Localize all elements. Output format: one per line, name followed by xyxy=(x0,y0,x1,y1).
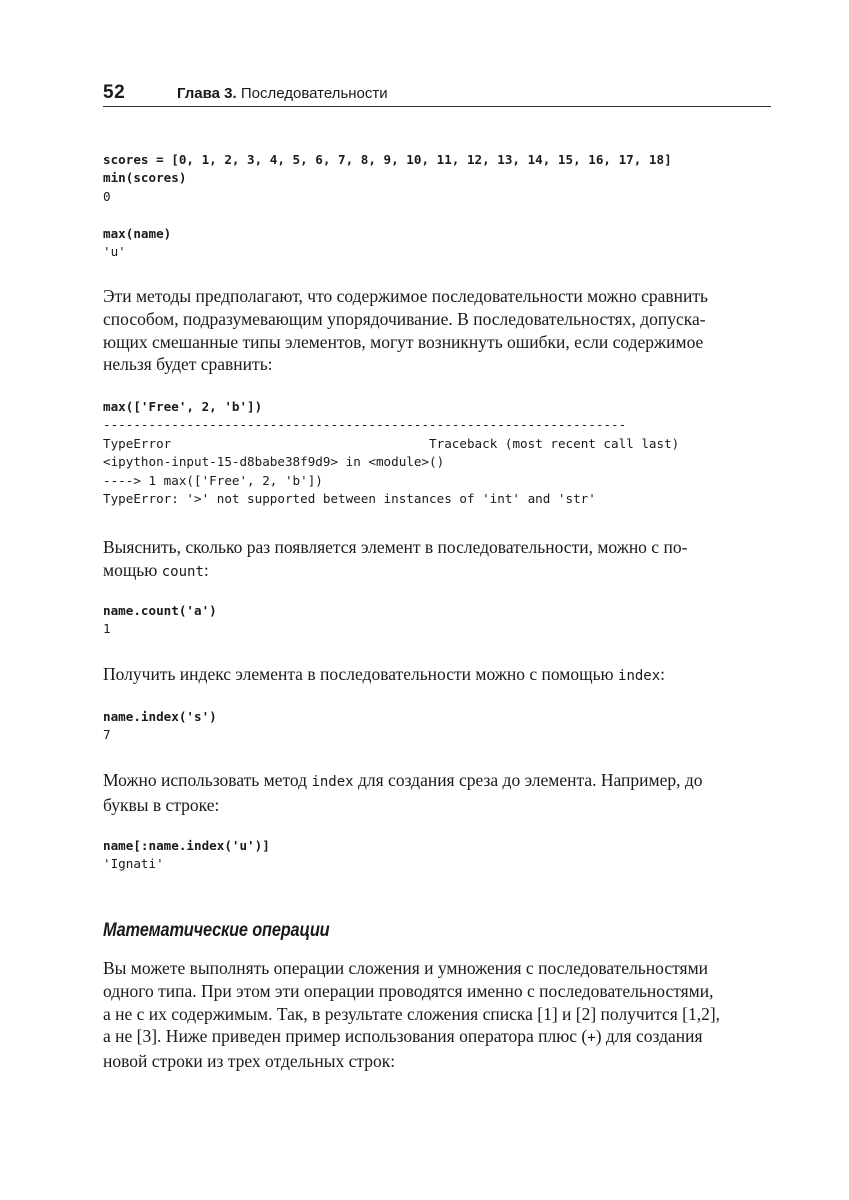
code-line: max(['Free', 2, 'b']) xyxy=(103,399,263,414)
text-line: новой строки из трех отдельных строк: xyxy=(103,1051,396,1072)
code-output: 1 xyxy=(103,621,111,637)
page-number: 52 xyxy=(103,82,126,103)
code-output: 0 xyxy=(103,188,111,204)
text-line xyxy=(103,1025,771,1050)
text-line xyxy=(103,663,771,688)
paragraph-slice xyxy=(103,769,771,817)
inline-code: index xyxy=(311,774,354,790)
text-line xyxy=(103,559,771,584)
text-line: Вы можете выполнять операции сложения и умножения с последовательностями xyxy=(103,958,709,978)
text-line: нельзя будет сравнить: xyxy=(103,354,273,375)
paragraph-count xyxy=(103,536,771,584)
code-line: min(scores) xyxy=(103,170,187,186)
page-header xyxy=(103,80,771,107)
text-span: Можно использовать метод xyxy=(103,770,312,790)
code-line: name.count('a') xyxy=(103,603,217,618)
paragraph-operations xyxy=(103,957,771,1073)
code-block-count xyxy=(103,602,771,639)
text-line xyxy=(103,769,771,794)
text-line: Эти методы предполагают, что содержимое последовательности можно сравнить xyxy=(103,286,709,306)
code-output: TypeError xyxy=(103,435,172,451)
paragraph-compare xyxy=(103,285,771,376)
code-output: Traceback (most recent call last) xyxy=(429,435,680,451)
code-output: --------------------------------------------------------------------- xyxy=(103,417,627,433)
text-line: буквы в строке: xyxy=(103,794,220,815)
text-span: : xyxy=(660,664,666,684)
code-block-index xyxy=(103,708,771,745)
code-line: max(name) xyxy=(103,225,172,241)
code-block-type-error xyxy=(103,398,771,508)
code-line: scores = [0, 1, 2, 3, 4, 5, 6, 7, 8, 9, 10, 11, 12, 13, 14, 15, 16, 17, 18] xyxy=(103,152,672,167)
text-span: : xyxy=(203,559,209,580)
section-heading: Математические операции xyxy=(103,920,330,941)
text-line: Выяснить, сколько раз появляется элемент в последовательности, можно с по- xyxy=(103,537,688,557)
text-span: ) для создания xyxy=(595,1026,703,1047)
paragraph-index xyxy=(103,663,771,688)
code-line: name[:name.index('u')] xyxy=(103,838,270,853)
code-output: TypeError: '>' not supported between instances of 'int' and 'str' xyxy=(103,491,596,507)
code-output: ----> 1 max(['Free', 2, 'b']) xyxy=(103,472,323,488)
code-output: 'Ignati' xyxy=(103,856,164,872)
text-span: Получить индекс элемента в последовательности можно с помощью xyxy=(103,664,619,684)
text-line: а не с их содержимым. Так, в результате сложения списка [1] и [2] получится [1,2], xyxy=(103,1003,721,1024)
chapter-label: Глава 3. xyxy=(177,85,237,102)
code-block-slice xyxy=(103,837,771,874)
code-block-min-max xyxy=(103,151,771,261)
text-span: для создания среза до элемента. Например, до xyxy=(353,770,703,790)
chapter-heading xyxy=(177,85,388,102)
inline-code: + xyxy=(587,1030,596,1047)
text-span: мощью xyxy=(103,559,162,580)
code-output: 'u' xyxy=(103,244,126,260)
code-output: <ipython-input-15-d8babe38f9d9> in <module>() xyxy=(103,454,445,470)
code-output: 7 xyxy=(103,727,111,743)
code-line: name.index('s') xyxy=(103,709,217,724)
chapter-title: Последовательности xyxy=(240,85,388,102)
inline-code: index xyxy=(618,668,661,684)
book-page xyxy=(103,80,771,1072)
inline-code: count xyxy=(161,563,204,580)
text-line: способом, подразумевающим упорядочивание. В последовательностях, допуска- xyxy=(103,308,706,329)
text-span: а не [3]. Ниже приведен пример использования оператора плюс ( xyxy=(103,1026,588,1047)
text-line: ющих смешанные типы элементов, могут возникнуть ошибки, если содержимое xyxy=(103,331,704,352)
text-line: одного типа. При этом эти операции проводятся именно с последовательностями, xyxy=(103,980,714,1001)
